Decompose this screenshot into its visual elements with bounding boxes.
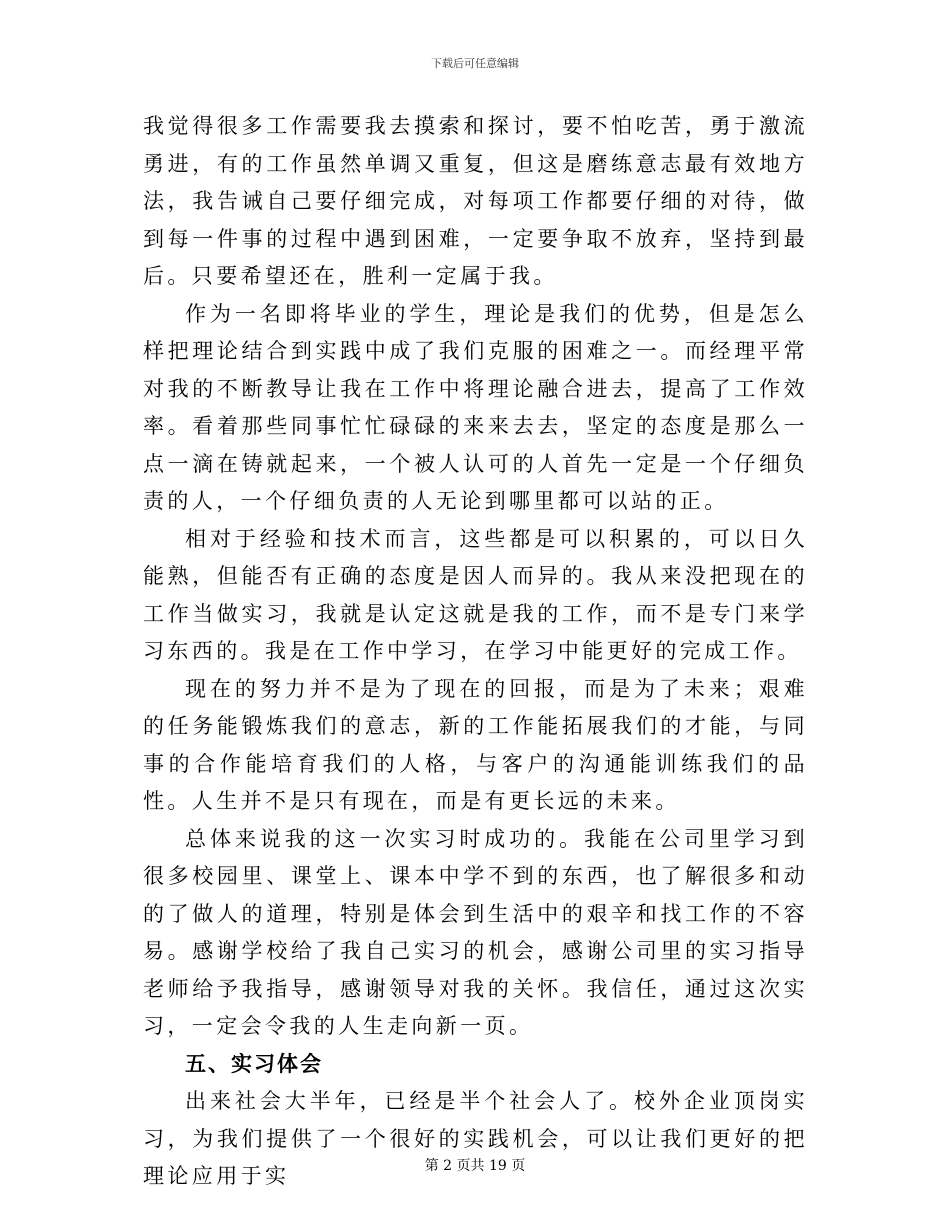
document-body (143, 108, 808, 1196)
paragraph-theory-practice: 作为一名即将毕业的学生，理论是我们的优势，但是怎么样把理论结合到实践中成了我们克服的困难之一。而经理平常对我的不断教导让我在工作中将理论融合进去，提高了工作效率。看着那些同事忙忙碌碌的来来去去，坚定的态度是那么一点一滴在铸就起来，一个被人认可的人首先一定是一个仔细负责的人，一个仔细负责的人无论到哪里都可以站的正。 (143, 301, 808, 513)
paragraph-continuation: 我觉得很多工作需要我去摸索和探讨，要不怕吃苦，勇于激流勇进，有的工作虽然单调又重复，但这是磨练意志最有效地方法，我告诫自己要仔细完成，对每项工作都要仔细的对待，做到每一件事的过程中遇到困难，一定要争取不放弃，坚持到最后。只要希望还在，胜利一定属于我。 (143, 114, 808, 288)
paragraph-closing: 出来社会大半年，已经是半个社会人了。校外企业顶岗实习，为我们提供了一个很好的实践机会，可以让我们更好的把理论应用于实 (143, 1089, 808, 1188)
header-note: 下载后可任意编辑 (431, 57, 519, 70)
paragraph-summary: 总体来说我的这一次实习时成功的。我能在公司里学习到很多校园里、课堂上、课本中学不到的东西，也了解很多和动的了做人的道理，特别是体会到生活中的艰辛和找工作的不容易。感谢学校给了我自己实习的机会，感谢公司里的实习指导老师给予我指导，感谢领导对我的关怀。我信任，通过这次实习，一定会令我的人生走向新一页。 (143, 826, 808, 1038)
paragraph-experience-attitude: 相对于经验和技术而言，这些都是可以积累的，可以日久能熟，但能否有正确的态度是因人而异的。我从来没把现在的工作当做实习，我就是认定这就是我的工作，而不是专门来学习东西的。我是在工作中学习，在学习中能更好的完成工作。 (143, 526, 808, 663)
paragraph-effort-future: 现在的努力并不是为了现在的回报，而是为了未来；艰难的任务能锻炼我们的意志，新的工作能拓展我们的才能，与同事的合作能培育我们的人格，与客户的沟通能训练我们的品性。人生并不是只有现在，而是有更长远的未来。 (143, 676, 808, 813)
section-heading: 五、实习体会 (185, 1051, 323, 1076)
page-number: 第 2 页共 19 页 (424, 1158, 526, 1174)
